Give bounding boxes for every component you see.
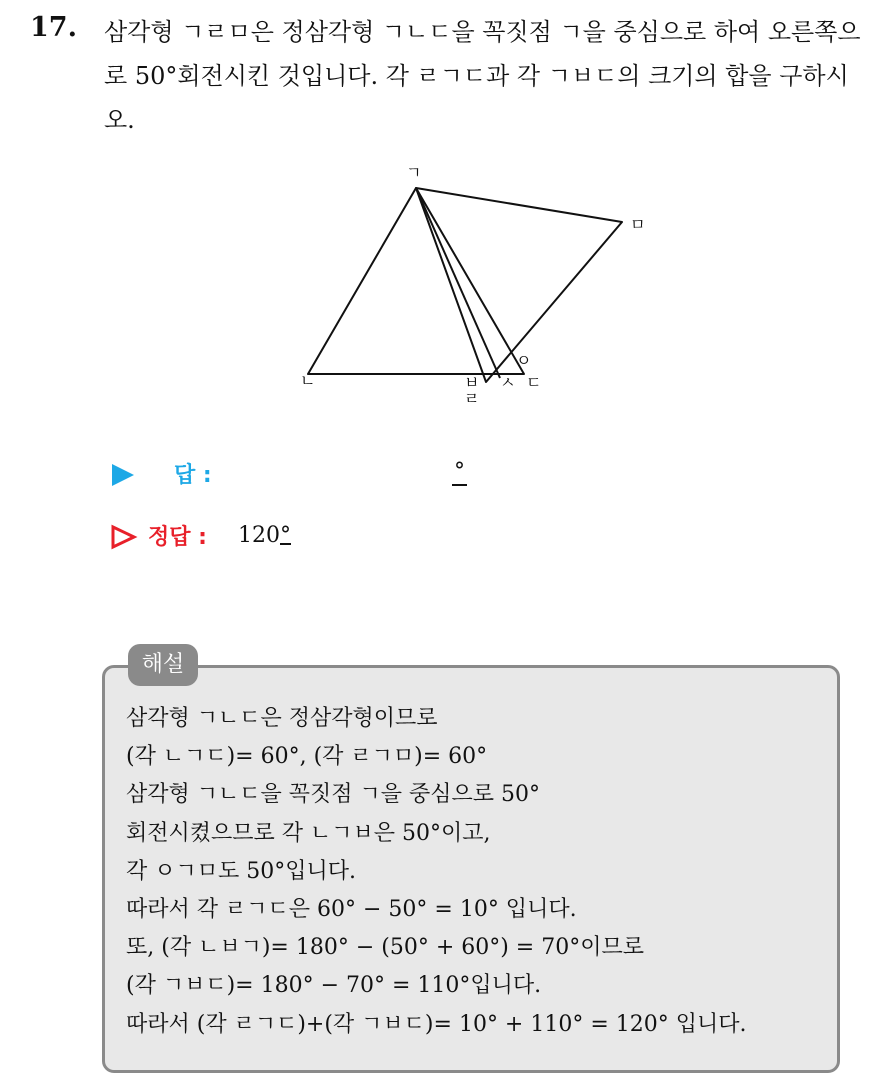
label-b: ㄴ: [300, 371, 316, 390]
solution-tab: 해설: [128, 644, 198, 686]
triangle-figure: [290, 160, 670, 420]
solution-line: (각 ㄴㄱㄷ)= 60°, (각 ㄹㄱㅁ)= 60°: [126, 744, 488, 770]
solution-line: (각 ㄱㅂㄷ)= 180° − 70° = 110°입니다.: [126, 973, 542, 999]
segment-ag: [416, 188, 500, 378]
solution-line: 회전시켰으므로 각 ㄴㄱㅂ은 50°이고,: [126, 820, 491, 846]
label-e: ㅁ: [630, 215, 646, 234]
answer-label: 답 :: [174, 463, 212, 488]
correct-answer-unit: °: [280, 523, 291, 548]
correct-answer-number: 120: [238, 523, 280, 548]
solution-line: 따라서 (각 ㄹㄱㄷ)+(각 ㄱㅂㄷ)= 10° + 110° = 120° 입니다.: [126, 1011, 747, 1037]
answer-arrow-icon: [110, 462, 136, 488]
label-c: ㄷ: [526, 373, 542, 392]
label-a: ㄱ: [406, 163, 422, 182]
label-d: ㄹ: [464, 389, 480, 408]
solution-line: 삼각형 ㄱㄴㄷ은 정삼각형이므로: [126, 706, 438, 731]
correct-answer-value: [238, 523, 291, 548]
answer-row: [110, 458, 610, 492]
solution-text: [126, 700, 826, 1044]
label-g: ㅅ: [500, 373, 516, 392]
label-h: ㅇ: [516, 351, 532, 370]
correct-arrow-icon: [110, 524, 138, 550]
correct-answer-label: 정답 :: [148, 525, 207, 550]
solution-line: 삼각형 ㄱㄴㄷ을 꼭짓점 ㄱ을 중심으로 50°: [126, 782, 540, 808]
label-f: ㅂ: [464, 373, 480, 392]
triangle-diagram: [290, 160, 670, 420]
correct-answer-row: [110, 520, 610, 554]
answer-blank[interactable]: °: [454, 459, 465, 484]
question-number: 17.: [30, 12, 77, 43]
triangle-abc: [308, 188, 524, 374]
solution-line: 따라서 각 ㄹㄱㄷ은 60° − 50° = 10° 입니다.: [126, 897, 577, 923]
solution-line: 또, (각 ㄴㅂㄱ)= 180° − (50° + 60°) = 70°이므로: [126, 935, 644, 961]
question-text: 삼각형 ㄱㄹㅁ은 정삼각형 ㄱㄴㄷ을 꼭짓점 ㄱ을 중심으로 하여 오른쪽으로 50°회전시킨 것입니다. 각 ㄹㄱㄷ과 각 ㄱㅂㄷ의 크기의 합을 구하시오.: [104, 18, 861, 134]
solution-line: 각 ㅇㄱㅁ도 50°입니다.: [126, 858, 356, 884]
